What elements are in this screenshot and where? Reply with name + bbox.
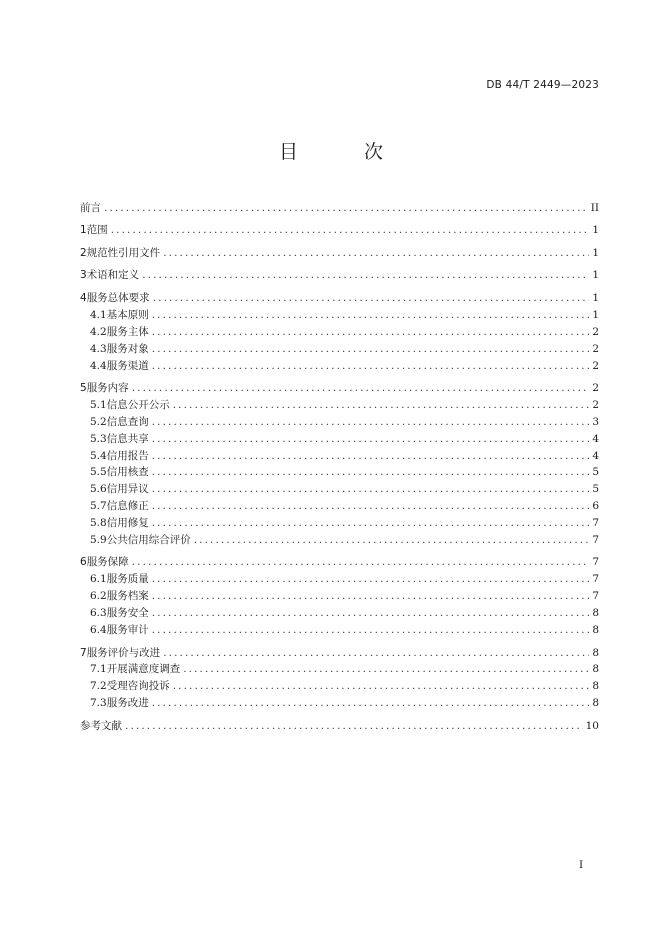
toc-entry-number: 6.4 — [90, 624, 107, 637]
toc-entry-page: 2 — [592, 359, 599, 372]
toc-entry-label: 信息查询 — [106, 415, 149, 428]
toc-entry-page: 8 — [592, 624, 599, 637]
toc-entry-label: 服务内容 — [86, 381, 129, 394]
toc-entry[interactable] — [80, 200, 599, 217]
toc-entry-number: 6.3 — [90, 607, 107, 620]
toc-entry-page: 7 — [592, 590, 599, 603]
toc-entry-page: 2 — [592, 325, 599, 338]
toc-entry-page: 1 — [592, 308, 599, 321]
toc-entry-page: 2 — [592, 381, 599, 394]
toc-entry-label: 公共信用综合评价 — [106, 534, 191, 546]
toc-dot-leader — [173, 397, 590, 414]
toc-dot-leader — [163, 645, 589, 662]
toc-entry-page: 8 — [592, 607, 599, 620]
toc-entry-number: 7.2 — [90, 680, 107, 693]
toc-entry-label: 基本原则 — [106, 308, 149, 321]
toc-entry-label: 范围 — [86, 224, 108, 237]
toc-entry[interactable] — [80, 267, 599, 284]
toc-entry-number: 5.9 — [90, 534, 107, 546]
toc-entry-label: 信息共享 — [106, 432, 149, 445]
toc-entry[interactable] — [80, 397, 599, 414]
toc-entry-number: 4.3 — [90, 342, 107, 355]
toc-dot-leader — [132, 380, 590, 397]
toc-entry-number: 5.1 — [90, 398, 107, 411]
toc-dot-leader — [152, 358, 590, 375]
toc-dot-leader — [132, 554, 590, 571]
toc-dot-leader — [152, 515, 590, 532]
toc-entry[interactable] — [80, 498, 599, 515]
toc-entry-number: 6 — [80, 556, 87, 569]
toc-entry-label: 服务档案 — [106, 590, 149, 603]
toc-dot-leader — [152, 414, 590, 431]
toc-entry-number: 1 — [80, 224, 87, 237]
toc-dot-leader — [111, 222, 590, 239]
toc-entry-label: 服务安全 — [106, 607, 149, 620]
toc-dot-leader — [152, 464, 590, 481]
toc-dot-leader — [152, 341, 590, 358]
toc-entry-page: 2 — [592, 398, 599, 411]
toc-entry-label: 开展满意度调查 — [106, 663, 181, 676]
toc-entry-page: 3 — [592, 415, 599, 428]
toc-entry[interactable] — [80, 588, 599, 605]
toc-entry[interactable] — [80, 380, 599, 397]
toc-entry[interactable] — [80, 245, 599, 262]
toc-entry-page: 4 — [592, 449, 599, 462]
toc-entry-label: 服务渠道 — [106, 359, 149, 372]
toc-entry[interactable] — [80, 431, 599, 448]
toc-entry-number: 5.8 — [90, 517, 107, 530]
toc-entry-number: 5.3 — [90, 432, 107, 445]
toc-entry[interactable] — [80, 358, 599, 375]
toc-entry-number: 4.4 — [90, 359, 107, 372]
toc-entry-page: II — [590, 202, 599, 214]
toc-entry-label: 参考文献 — [80, 719, 122, 732]
toc-dot-leader — [104, 200, 588, 217]
table-of-contents — [80, 200, 599, 735]
toc-entry-page: 1 — [592, 269, 599, 282]
toc-entry-page: 8 — [592, 646, 599, 659]
toc-dot-leader — [152, 448, 590, 465]
toc-dot-leader — [152, 481, 590, 498]
toc-dot-leader — [173, 678, 590, 695]
toc-entry-label: 术语和定义 — [86, 269, 140, 282]
toc-entry[interactable] — [80, 622, 599, 639]
toc-entry-number: 4 — [80, 291, 87, 304]
toc-dot-leader — [194, 532, 590, 549]
toc-entry-label: 信息公开公示 — [106, 398, 170, 411]
toc-dot-leader — [152, 307, 590, 324]
toc-entry[interactable] — [80, 718, 599, 735]
toc-entry[interactable] — [80, 532, 599, 549]
toc-entry-number: 5.7 — [90, 500, 107, 513]
page-number: I — [579, 859, 584, 871]
toc-entry-page: 7 — [592, 517, 599, 530]
toc-entry-number: 6.1 — [90, 573, 107, 586]
toc-entry-page: 8 — [592, 680, 599, 693]
page-title: 目 次 — [278, 141, 414, 163]
toc-entry-number: 5.5 — [90, 466, 107, 479]
toc-entry[interactable] — [80, 414, 599, 431]
toc-entry-page: 7 — [592, 573, 599, 586]
toc-entry-page: 4 — [592, 432, 599, 445]
toc-dot-leader — [152, 695, 590, 712]
toc-entry-page: 7 — [592, 534, 599, 546]
toc-entry-page: 5 — [592, 483, 599, 496]
toc-entry-page: 6 — [592, 500, 599, 513]
toc-entry[interactable] — [80, 515, 599, 532]
toc-entry-label: 信息修正 — [106, 500, 149, 513]
toc-entry[interactable] — [80, 678, 599, 695]
toc-entry-label: 信用核查 — [106, 466, 149, 479]
toc-dot-leader — [152, 498, 590, 515]
toc-dot-leader — [152, 431, 590, 448]
toc-entry-label: 服务保障 — [86, 556, 129, 569]
toc-dot-leader — [152, 324, 590, 341]
toc-dot-leader — [152, 605, 590, 622]
toc-entry-number: 3 — [80, 269, 87, 282]
toc-entry-label: 前言 — [80, 202, 101, 214]
toc-entry[interactable] — [80, 554, 599, 571]
toc-entry-page: 8 — [592, 663, 599, 676]
toc-entry[interactable] — [80, 341, 599, 358]
toc-entry-number: 7 — [80, 646, 87, 659]
toc-entry[interactable] — [80, 661, 599, 678]
toc-entry[interactable] — [80, 695, 599, 712]
toc-entry-page: 5 — [592, 466, 599, 479]
toc-entry-number: 5.6 — [90, 483, 107, 496]
toc-entry-page: 8 — [592, 697, 599, 710]
toc-entry-label: 服务主体 — [106, 325, 149, 338]
standard-code: DB 44/T 2449—2023 — [486, 79, 599, 91]
toc-entry[interactable] — [80, 222, 599, 239]
toc-entry-number: 5.2 — [90, 415, 107, 428]
toc-entry-label: 服务质量 — [106, 573, 149, 586]
toc-entry[interactable] — [80, 448, 599, 465]
toc-entry[interactable] — [80, 324, 599, 341]
toc-entry-number: 6.2 — [90, 590, 107, 603]
toc-entry-label: 服务总体要求 — [86, 291, 150, 304]
toc-dot-leader — [152, 588, 590, 605]
toc-entry-label: 服务对象 — [106, 342, 149, 355]
toc-entry-page: 1 — [592, 246, 599, 259]
toc-entry[interactable] — [80, 464, 599, 481]
toc-entry-number: 7.1 — [90, 663, 107, 676]
toc-entry-number: 4.1 — [90, 308, 107, 321]
toc-entry-label: 信用报告 — [106, 449, 149, 462]
toc-entry[interactable] — [80, 481, 599, 498]
toc-entry[interactable] — [80, 605, 599, 622]
toc-entry-number: 5 — [80, 381, 87, 394]
toc-entry-label: 信用异议 — [106, 483, 149, 496]
toc-dot-leader — [125, 718, 583, 735]
toc-entry-number: 4.2 — [90, 325, 107, 338]
toc-dot-leader — [152, 622, 590, 639]
toc-dot-leader — [142, 267, 589, 284]
toc-entry-label: 服务评价与改进 — [86, 646, 161, 659]
toc-dot-leader — [183, 661, 589, 678]
toc-entry[interactable] — [80, 571, 599, 588]
toc-entry-label: 规范性引用文件 — [86, 246, 161, 259]
toc-entry[interactable] — [80, 290, 599, 307]
toc-entry-number: 5.4 — [90, 449, 107, 462]
toc-entry-page: 2 — [592, 342, 599, 355]
toc-entry-page: 1 — [592, 291, 599, 304]
toc-dot-leader — [152, 571, 590, 588]
toc-dot-leader — [153, 290, 590, 307]
toc-entry-label: 服务审计 — [106, 624, 149, 637]
toc-entry-page: 1 — [592, 224, 599, 237]
toc-entry[interactable] — [80, 645, 599, 662]
toc-entry-label: 受理咨询投诉 — [106, 680, 170, 693]
toc-entry-page: 7 — [592, 556, 599, 569]
toc-entry-number: 7.3 — [90, 697, 107, 710]
toc-entry-label: 信用修复 — [106, 517, 149, 530]
toc-dot-leader — [163, 245, 589, 262]
toc-entry[interactable] — [80, 307, 599, 324]
toc-entry-label: 服务改进 — [106, 697, 149, 710]
toc-entry-number: 2 — [80, 246, 87, 259]
toc-entry-page: 10 — [585, 719, 599, 732]
